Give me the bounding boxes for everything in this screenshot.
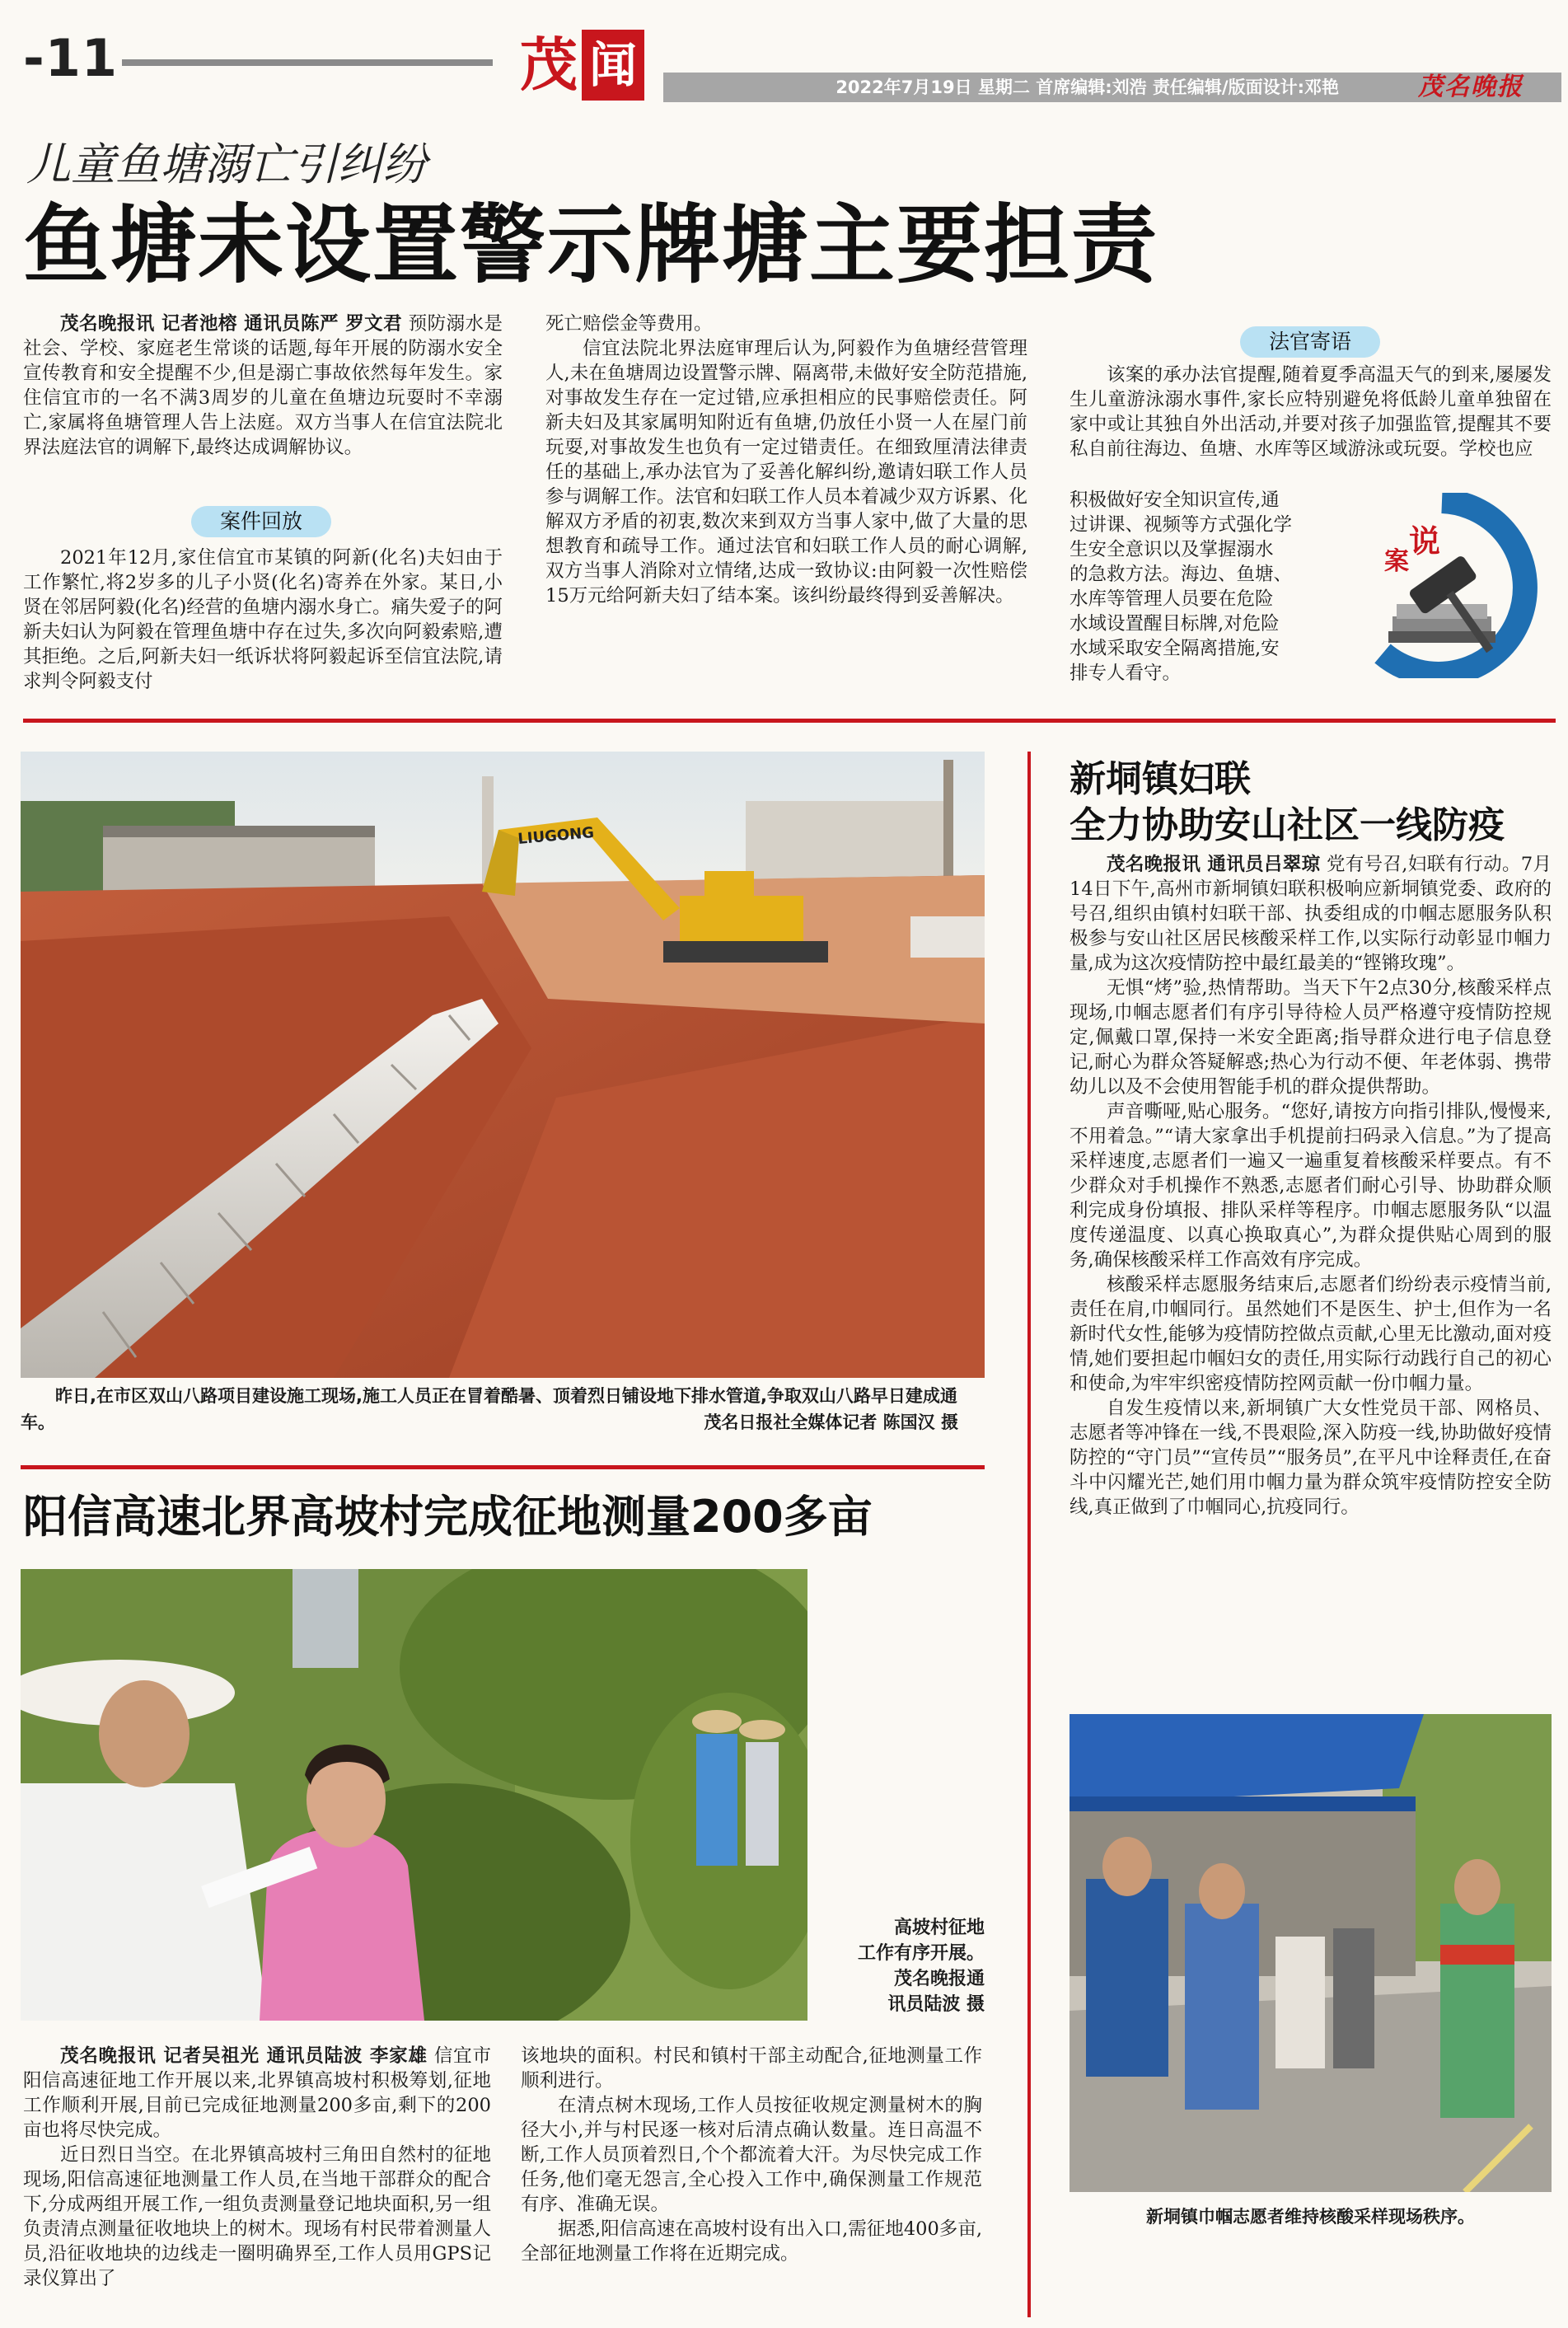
story3-col1 [23,2044,491,2291]
caption-line: 高坡村征地 [893,1918,985,1938]
badge-char-case: 案 [1384,547,1409,576]
p4-line: 水域采取安全隔离措施,安 [1070,638,1280,659]
page-number: -11 [23,28,119,88]
story1-p2-cont: 死亡赔偿金等费用。 [545,313,713,335]
divider-mid [21,1465,985,1469]
story1-kicker: 儿童鱼塘溺亡引纠纷 [26,138,427,190]
story3-p2: 近日烈日当空。在北界镇高坡村三角田自然村的征地现场,阳信高速征地测量工作人员,在当地干部群众的配合下,分成两组开展工作,一组负责测量登记地块面积,另一组负责清点测量征收地块上的树木。现场有村民带着测量人员,沿征收地块的边线走一圈明确界至,工作人员用GPS记录仪算出了 [23,2144,491,2289]
story1-col3-narrow [1070,488,1317,686]
photo2-caption: 新垌镇巾帼志愿者维持核酸采样现场秩序。 [1146,2207,1475,2227]
story2-body [1070,852,1552,1520]
photo1-caption-block [21,1383,983,1436]
story1-p2: 2021年12月,家住信宜市某镇的阿新(化名)夫妇由于工作繁忙,将2岁多的儿子小贤(化名)寄养在外家。某日,小贤在邻居阿毅(化名)经营的鱼塘内溺水身亡。痛失爱子的阿新夫妇认为阿毅在管理鱼塘中存在过失,多次向阿毅索赔,遭其拒绝。之后,阿新夫妇一纸诉状将阿毅起诉至信宜法院,请求判令阿毅支付 [23,547,503,692]
story1-col1-bottom [23,546,503,694]
story1-col1-top [23,311,503,460]
story2-p3: 声音嘶哑,贴心服务。“您好,请按方向指引排队,慢慢来,不用着急。”“请大家拿出手机提前扫码录入信息。”为了提高采样速度,志愿者们一遍又一遍重复着核酸采样要点。有不少群众对手机操作不熟悉,志愿者们耐心引导、协助群众顺利完成身份填报、排队采样等程序。巾帼志愿服务队“以温度传递温度、以真心换取真心”,为群众提供贴心周到的服务,确保核酸采样工作高效有序完成。 [1070,1101,1552,1271]
story3-byline: 茂名晚报讯 记者吴祖光 通讯员陆波 李家雄 [60,2045,428,2067]
story1-p4a: 该案的承办法官提醒,随着夏季高温天气的到来,屡屡发生儿童游泳溺水事件,家长应特别避免将低龄儿童单独留在家中或让其独自外出活动,并要对孩子加强监管,提醒其不要私自前往海边、鱼塘、水库等区域游泳或玩耍。学校也应 [1070,364,1552,460]
p4-line: 过讲课、视频等方式强化学 [1070,514,1293,536]
story3-p2-cont: 该地块的面积。村民和镇村干部主动配合,征地测量工作顺利进行。 [521,2045,982,2091]
badge-char-talk: 说 [1409,522,1441,560]
caption-line: 茂名晚报通 [893,1969,985,1989]
photo1-caption: 昨日,在市区双山八路项目建设施工现场,施工人员正在冒着酷暑、顶着烈日铺设地下排水管道,争取双山八路早日建成通车。 [21,1386,957,1432]
construction-photo [21,752,985,1378]
story3-headline: 阳信高速北界高坡村完成征地测量200多亩 [23,1491,873,1543]
story3-p3: 在清点树木现场,工作人员按征收规定测量树木的胸径大小,并与村民逐一核对后清点确认数量。连日高温不断,工作人员顶着烈日,个个都流着大汗。为尽快完成工作任务,他们毫无怨言,全心投入工作中,确保测量工作规范有序、准确无误。 [521,2095,982,2215]
story2-p5: 自发生疫情以来,新垌镇广大女性党员干部、网格员、志愿者等冲锋在一线,不畏艰险,深入防疫一线,协助做好疫情防控的“守门员”“宣传员”“服务员”,在平凡中诠释责任,在奋斗中闪耀光芒,她们用巾帼力量为群众筑牢疫情防控安全防线,真正做到了巾帼同心,抗疫同行。 [1070,1398,1552,1518]
story2-headline [1070,756,1556,849]
story3-col2 [521,2044,982,2266]
p4-line: 生安全意识以及掌握溺水 [1070,539,1274,560]
story1-col3-top [1070,363,1552,461]
gavel-icon [1343,493,1561,678]
p4-line: 水库等管理人员要在危险 [1070,588,1274,610]
tag-case-review: 案件回放 [191,506,331,537]
story2-headline-line: 新垌镇妇联 [1070,758,1251,800]
masthead-logo: 茂名晚报 [1418,73,1524,101]
p4-line: 的急救方法。海边、鱼塘、 [1070,564,1293,585]
story3-p4: 据悉,阳信高速在高坡村设有出入口,需征地400多亩,全部征地测量工作将在近期完成。 [521,2218,982,2265]
land-survey-photo [21,1569,807,2021]
volunteer-photo [1070,1714,1552,2192]
caption-line: 讯员陆波 摄 [887,1994,985,2015]
divider-top [23,719,1556,723]
story2-headline-line: 全力协助安山社区一线防疫 [1070,804,1505,846]
story1-byline: 茂名晚报讯 记者池榕 通讯员陈严 罗文君 [60,313,403,335]
divider-vertical [1027,752,1031,2317]
story2-p2: 无惧“烤”验,热情帮助。当天下午2点30分,核酸采样点现场,巾帼志愿者们有序引导待检人员严格遵守疫情防控规定,佩戴口罩,保持一米安全距离;指导群众进行电子信息登记,耐心为群众答疑解惑;热心为行动不便、年老体弱、携带幼儿以及不会使用智能手机的群众提供帮助。 [1070,977,1552,1098]
story1-col2 [545,311,1027,608]
story1-p1: 预防溺水是社会、学校、家庭老生常谈的话题,每年开展的防溺水安全宣传教育和安全提醒不少,但是溺亡事故依然每年发生。家住信宜市的一名不满3周岁的儿童在鱼塘边玩耍时不幸溺亡,家属将鱼塘管理人告上法庭。双方当事人在信宜法院北界法庭法官的调解下,最终达成调解协议。 [23,313,503,458]
caption-line: 工作有序开展。 [857,1943,985,1964]
section-char-1: 茂 [520,30,578,99]
date-line: 2022年7月19日 星期二 首席编辑:刘浩 责任编辑/版面设计:邓艳 [835,77,1339,97]
tag-judge-note: 法官寄语 [1240,326,1380,358]
section-char-2: 闻 [588,37,637,93]
story1-p3: 信宜法院北界法庭审理后认为,阿毅作为鱼塘经营管理人,未在鱼塘周边设置警示牌、隔离带,未做好安全防范措施,对事故发生存在一定过错,应承担相应的民事赔偿责任。阿新夫妇及其家属明知附近有鱼塘,仍放任小贤一人在屋门前玩耍,对事故发生也负有一定过错责任。在细致厘清法律责任的基础上,承办法官为了妥善化解纠纷,邀请妇联工作人员参与调解工作。法官和妇联工作人员本着减少双方诉累、化解双方矛盾的初衷,数次来到双方当事人家中,做了大量的思想教育和疏导工作。通过法官和妇联工作人员的耐心调解,双方当事人消除对立情绪,达成一致协议:由阿毅一次性赔偿15万元给阿新夫妇了结本案。该纠纷最终得到妥善解决。 [545,338,1028,607]
p4-line: 排专人看守。 [1070,663,1182,684]
story2-p1: 党有号召,妇联有行动。7月14日下午,高州市新垌镇妇联积极响应新垌镇党委、政府的号召,组织由镇村妇联干部、执委组成的巾帼志愿服务队积极参与安山社区居民核酸采样工作,以实际行动彰显巾帼力量,成为这次疫情防控中最红最美的“铿锵玫瑰”。 [1070,854,1552,974]
brand-label: LIUGONG [517,823,595,848]
photo1-credit: 茂名日报社全媒体记者 陈国汉 摄 [704,1412,958,1432]
header-rule-left [122,59,493,66]
photo3-caption [812,1915,985,2017]
story2-p4: 核酸采样志愿服务结束后,志愿者们纷纷表示疫情当前,责任在肩,巾帼同行。虽然她们不是医生、护士,但作为一名新时代女性,能够为疫情防控做点贡献,心里无比激动,面对疫情,她们要担起巾帼妇女的责任,用实际行动践行自己的初心和使命,为牢牢织密疫情防控网贡献一份巾帼力量。 [1070,1274,1552,1394]
section-badge [519,30,648,101]
story2-byline: 茂名晚报讯 通讯员吕翠琼 [1107,854,1321,875]
p4-line: 积极做好安全知识宣传,通 [1070,489,1280,511]
story1-headline: 鱼塘未设置警示牌塘主要担责 [23,194,1159,295]
case-talk-badge [1343,493,1561,678]
story3-p1: 信宜市阳信高速征地工作开展以来,北界镇高坡村积极筹划,征地工作顺利开展,目前已完成征地测量200多亩,剩下的200亩也将尽快完成。 [23,2045,491,2141]
p4-line: 水域设置醒目标牌,对危险 [1070,613,1280,635]
